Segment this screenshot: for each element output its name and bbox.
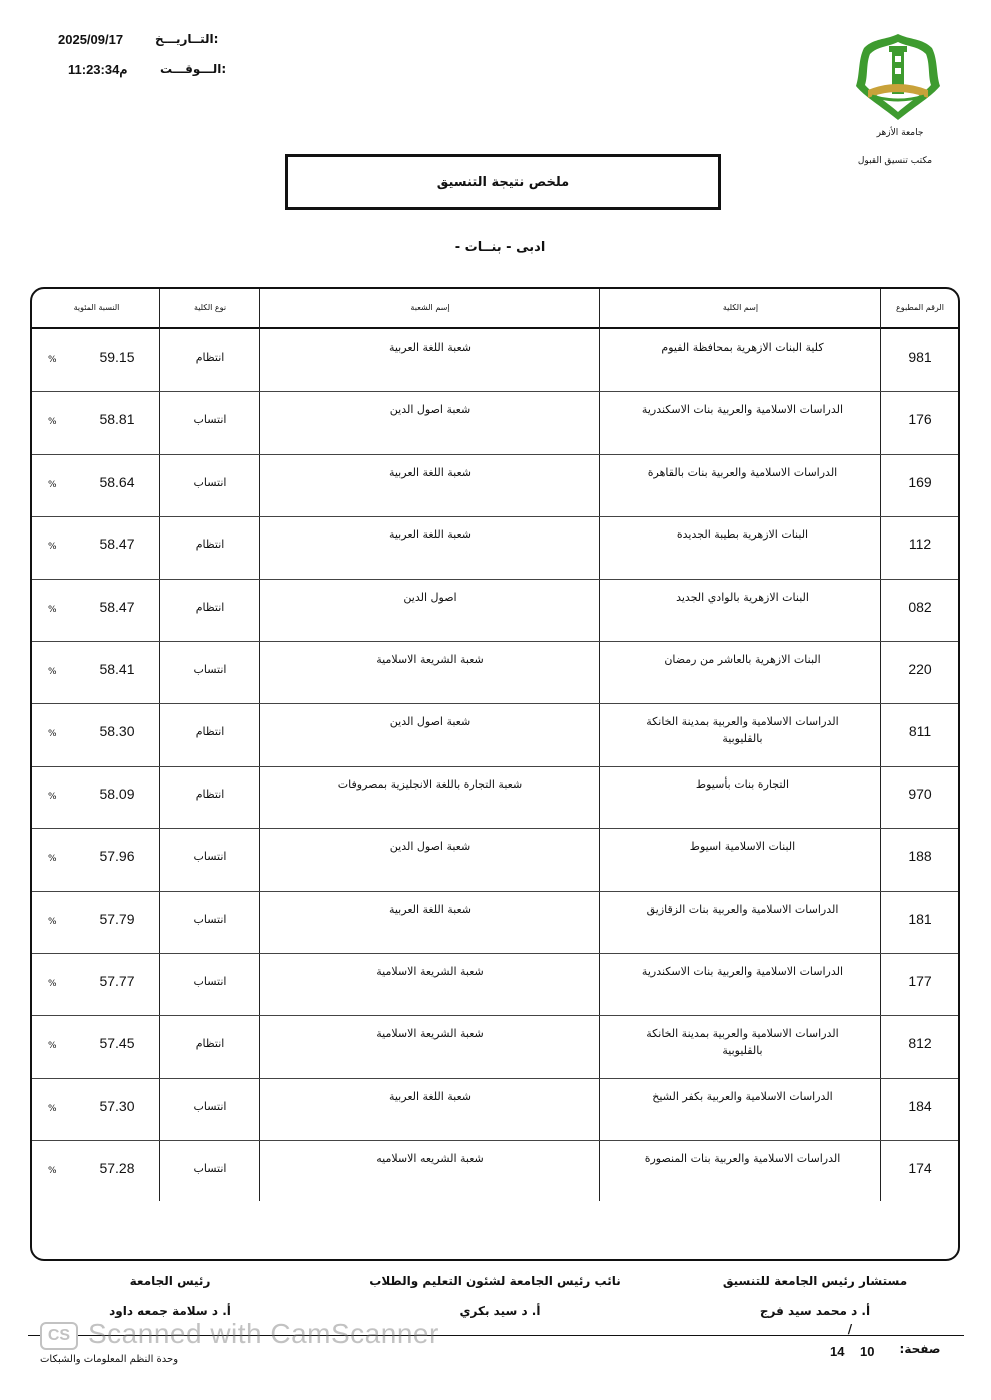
- col-header-type: نوع الكلية: [193, 303, 227, 312]
- row-percentage: 58.47: [99, 536, 135, 553]
- row-branch: شعبة اللغة العربية: [388, 902, 472, 916]
- page-label: صفحة:: [899, 1342, 941, 1356]
- row-percent-sign: %: [48, 979, 57, 989]
- row-code: 174: [908, 1160, 932, 1177]
- camscanner-logo: CS: [40, 1322, 78, 1350]
- row-percent-sign: %: [48, 667, 57, 677]
- row-divider: [32, 703, 958, 704]
- row-percent-sign: %: [48, 479, 57, 490]
- row-college: البنات الازهرية بالوادي الجديد: [676, 590, 809, 604]
- row-percentage: 58.09: [99, 785, 135, 802]
- row-type: انتساب: [193, 413, 227, 427]
- row-college: التجارة بنات بأسيوط: [695, 777, 790, 791]
- row-divider: [32, 891, 958, 892]
- row-percent-sign: %: [48, 1166, 57, 1177]
- row-percentage: 58.47: [99, 598, 135, 615]
- row-percentage: 57.28: [99, 1160, 135, 1177]
- row-college: الدراسات الاسلامية والعربية بنات الاسكندرية: [641, 965, 844, 978]
- row-code: 811: [908, 723, 932, 740]
- row-branch: شعبة اللغة العربية: [388, 341, 472, 354]
- time-label: الـــوقـــت:: [160, 62, 227, 76]
- row-code: 812: [908, 1035, 932, 1052]
- vice-president-name: أ. د سيد بكري: [459, 1304, 541, 1318]
- row-percent-sign: %: [48, 854, 57, 865]
- row-code: 082: [908, 598, 932, 615]
- row-percent-sign: %: [48, 916, 57, 927]
- row-percent-sign: %: [48, 355, 57, 365]
- row-branch: شعبة اللغة العربية: [388, 528, 472, 542]
- row-branch: شعبة اللغة العربية: [388, 465, 472, 479]
- row-code: 176: [908, 411, 932, 428]
- row-divider: [32, 391, 958, 392]
- row-college: الدراسات الاسلامية والعربية بنات بالقاهرة: [647, 465, 838, 479]
- report-subtitle: - ادبى - بنــات: [454, 240, 546, 255]
- row-type: انتساب: [193, 975, 227, 988]
- row-college: البنات الازهرية بطيبة الجديدة: [676, 528, 809, 542]
- row-code: 970: [908, 785, 932, 802]
- advisor-name: أ. د محمد سيد فرج: [759, 1304, 871, 1318]
- president-title: رئيس الجامعة: [129, 1274, 211, 1288]
- results-table-frame: [30, 287, 960, 1261]
- header-divider: [32, 327, 958, 329]
- col-header-code: الرقم المطبوع: [896, 303, 944, 312]
- university-logo: [848, 30, 948, 126]
- row-percent-sign: %: [48, 791, 57, 802]
- report-title: ملخص نتيجة التنسيق: [436, 174, 570, 190]
- col-header-percentage: النسبة المئوية: [73, 303, 120, 312]
- row-percent-sign: %: [48, 604, 57, 615]
- row-code: 184: [908, 1097, 932, 1114]
- row-percent-sign: %: [48, 729, 57, 740]
- column-divider: [159, 289, 160, 1201]
- slash-mark: /: [847, 1322, 853, 1336]
- row-type: انتساب: [193, 850, 227, 864]
- office-name: مكتب تنسيق القبول: [857, 156, 933, 166]
- row-percentage: 57.45: [99, 1035, 135, 1052]
- row-branch: شعبة اصول الدين: [389, 840, 471, 854]
- row-percent-sign: %: [48, 417, 57, 428]
- row-percentage: 57.77: [99, 973, 135, 989]
- row-divider: [32, 579, 958, 580]
- col-header-branch: إسم الشعبة: [410, 303, 450, 312]
- row-percent-sign: %: [48, 1103, 57, 1114]
- date-label: التــاريـــخ:: [155, 32, 219, 46]
- row-percentage: 57.96: [99, 848, 135, 865]
- col-header-college: إسم الكلية: [722, 303, 759, 312]
- scanner-watermark: Scanned with CamScanner: [88, 1318, 439, 1349]
- president-name: أ. د سلامة جمعه داود: [109, 1304, 231, 1318]
- column-divider: [880, 289, 881, 1201]
- row-divider: [32, 1015, 958, 1016]
- row-code: 188: [908, 848, 932, 865]
- row-college: الدراسات الاسلامية والعربية بمدينة الخانكة بالقليوبية: [646, 1027, 839, 1058]
- row-branch: شعبة الشريعة الاسلامية: [376, 653, 484, 666]
- row-percentage: 57.30: [99, 1097, 135, 1114]
- row-college: الدراسات الاسلامية والعربية بكفر الشيخ: [652, 1089, 833, 1103]
- row-college: البنات الاسلامية اسيوط: [689, 840, 796, 854]
- row-divider: [32, 516, 958, 517]
- row-code: 112: [908, 536, 932, 553]
- row-percentage: 58.64: [99, 473, 135, 490]
- row-divider: [32, 766, 958, 767]
- row-type: انتظام: [195, 725, 225, 739]
- column-divider: [599, 289, 600, 1201]
- row-code: 181: [908, 910, 932, 927]
- advisor-title: مستشار رئيس الجامعة للتنسيق: [722, 1274, 908, 1288]
- row-type: انتظام: [195, 538, 225, 552]
- row-type: انتظام: [195, 787, 225, 801]
- row-branch: شعبة اللغة العربية: [388, 1089, 472, 1103]
- row-divider: [32, 1140, 958, 1141]
- row-branch: شعبة اصول الدين: [389, 715, 471, 729]
- row-divider: [32, 454, 958, 455]
- university-name: جامعة الأزهر: [876, 128, 924, 138]
- row-college: الدراسات الاسلامية والعربية بنات المنصورة: [644, 1152, 841, 1166]
- row-type: انتساب: [193, 1099, 227, 1113]
- row-branch: شعبة اصول الدين: [389, 403, 471, 417]
- row-branch: شعبة التجارة باللغة الانجليزية بمصروفات: [337, 777, 523, 791]
- time-value: م11:23:34: [68, 62, 128, 77]
- row-percentage: 58.30: [99, 723, 135, 740]
- row-divider: [32, 953, 958, 954]
- report-title-box: [285, 154, 721, 210]
- unit-name: وحدة النظم المعلومات والشبكات: [40, 1354, 179, 1365]
- row-code: 981: [908, 349, 932, 365]
- row-type: انتساب: [193, 663, 227, 676]
- row-college: الدراسات الاسلامية والعربية بمدينة الخانكة بالقليوبية: [646, 715, 839, 746]
- row-college: الدراسات الاسلامية والعربية بنات الزقازيق: [646, 902, 839, 916]
- row-percent-sign: %: [48, 542, 57, 553]
- date-value: 2025/09/17: [58, 32, 124, 47]
- page-total: 14: [830, 1344, 845, 1359]
- row-branch: اصول الدين: [403, 590, 457, 604]
- vice-president-title: نائب رئيس الجامعة لشئون التعليم والطلاب: [369, 1274, 621, 1288]
- column-divider: [259, 289, 260, 1201]
- row-code: 169: [908, 473, 932, 490]
- row-code: 220: [908, 661, 932, 677]
- row-type: انتساب: [193, 475, 227, 489]
- row-college: البنات الازهرية بالعاشر من رمضان: [664, 653, 821, 666]
- row-divider: [32, 1078, 958, 1079]
- row-divider: [32, 641, 958, 642]
- row-percentage: 59.15: [99, 349, 135, 365]
- row-branch: شعبة الشريعة الاسلامية: [376, 965, 484, 978]
- row-percent-sign: %: [48, 1041, 57, 1052]
- row-type: انتساب: [193, 1162, 227, 1176]
- row-college: كلية البنات الازهرية بمحافظة الفيوم: [661, 341, 824, 354]
- row-divider: [32, 828, 958, 829]
- row-branch: شعبة الشريعه الاسلاميه: [376, 1152, 484, 1166]
- row-type: انتظام: [195, 600, 225, 614]
- row-branch: شعبة الشريعة الاسلامية: [376, 1027, 484, 1041]
- page-current: 10: [860, 1344, 875, 1359]
- row-type: انتساب: [193, 912, 227, 926]
- row-college: الدراسات الاسلامية والعربية بنات الاسكندرية: [641, 403, 844, 417]
- row-percentage: 57.79: [99, 910, 135, 927]
- row-type: انتظام: [195, 351, 225, 364]
- row-percentage: 58.41: [99, 661, 135, 677]
- row-code: 177: [908, 973, 932, 989]
- row-percentage: 58.81: [99, 411, 135, 428]
- row-type: انتظام: [195, 1037, 225, 1051]
